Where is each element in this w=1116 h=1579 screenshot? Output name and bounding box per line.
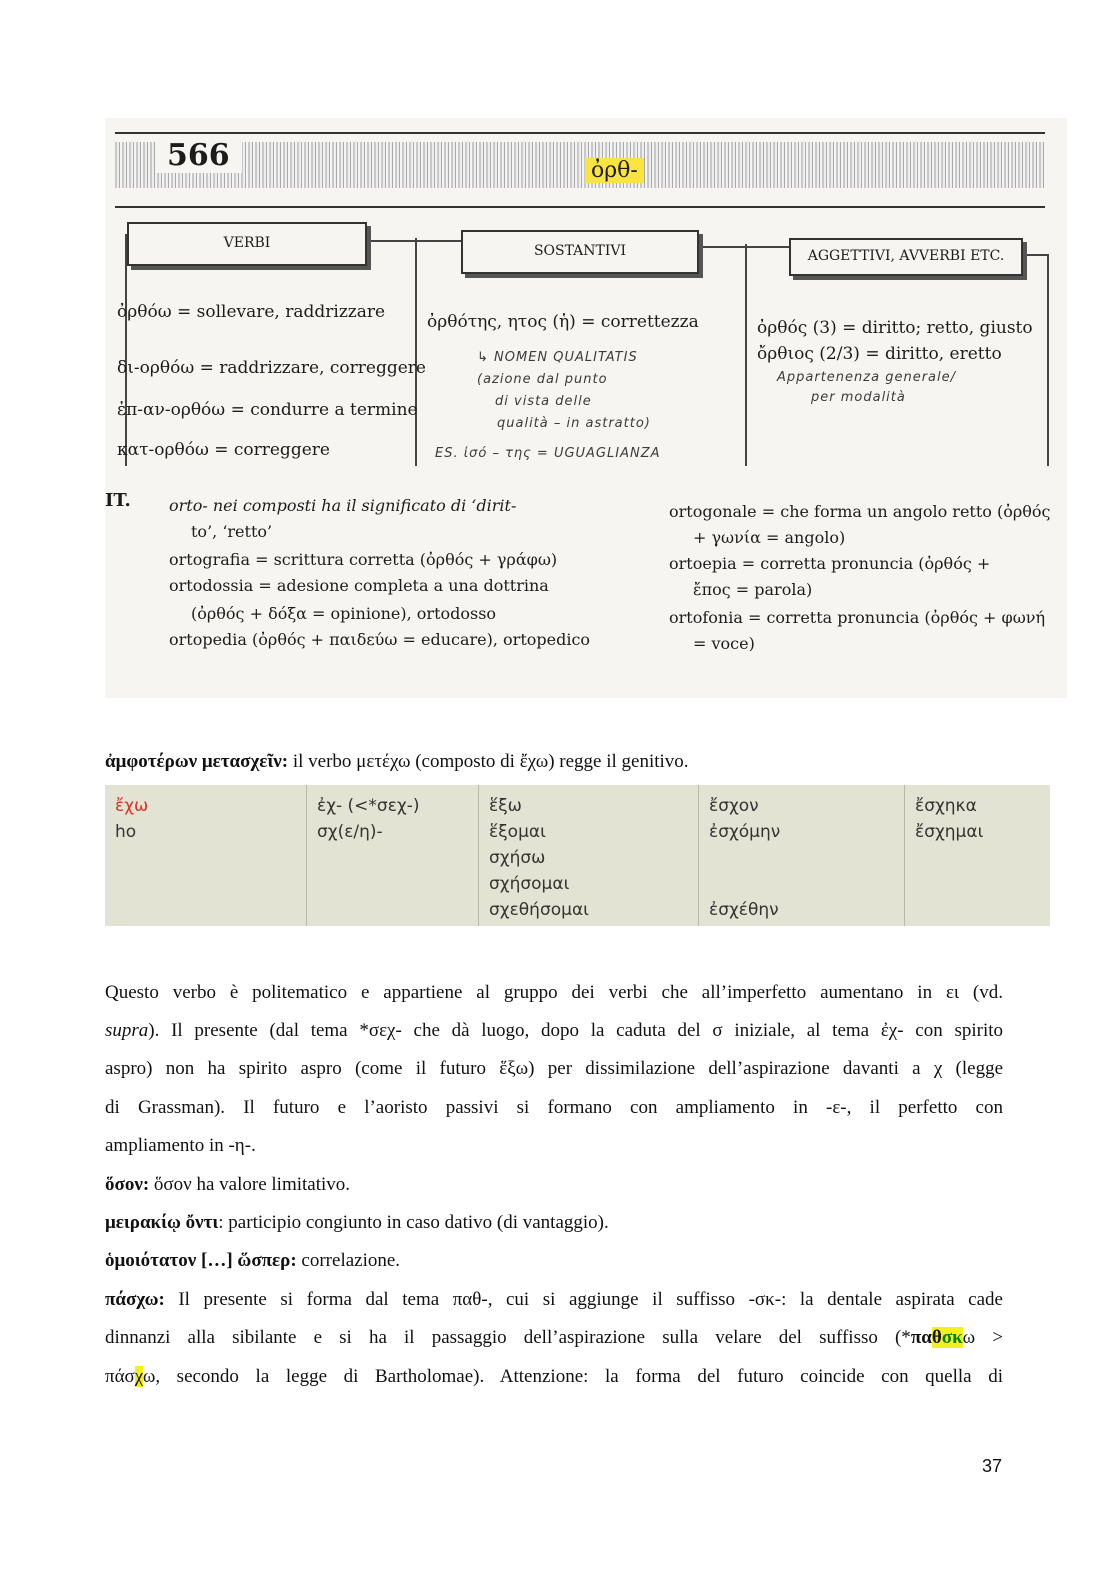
commentary-line: Questo verbo è politematico e appartiene al gruppo dei verbi che all’imperfetto aumentano in ει (vd. <box>105 982 1003 1003</box>
it-derivative-line: ortopedia (ὀρθός + παιδεύω = educare), ortopedico <box>169 630 591 649</box>
lemma: μειρακίῳ ὄντι <box>105 1212 219 1233</box>
it-derivative-line: to’, ‘retto’ <box>191 522 273 541</box>
header-sostantivi: SOSTANTIVI <box>461 230 699 274</box>
col-connector <box>1025 254 1047 256</box>
it-derivative-line: ortogonale = che forma un angolo retto (ὀρθός <box>669 502 1051 521</box>
col-divider <box>125 234 127 466</box>
note-pascho-line3: πάσχω, secondo la legge di Bartholomae). Attenzione: la forma del futuro coincide con quella di <box>105 1366 1003 1387</box>
handwritten-note: per modalità <box>811 390 906 405</box>
lemma: ἀμφοτέρων μετασχεῖν: <box>105 751 289 772</box>
lemma: ὁμοιότατον […] ὥσπερ: <box>105 1250 297 1271</box>
table-value: ἐσχέθην <box>709 900 779 920</box>
table-value: ἔσχον <box>709 796 759 816</box>
handwritten-note: qualità – in astratto) <box>497 416 651 431</box>
intro-line <box>105 750 1003 774</box>
it-derivative-line: ortofonia = corretta pronuncia (ὀρθός + φωνή <box>669 608 1046 627</box>
table-value: σχ(ε/η)- <box>317 822 383 842</box>
col-divider <box>745 244 747 466</box>
table-value <box>709 871 896 897</box>
it-derivative-line: ἔπος = parola) <box>693 580 813 599</box>
col-connector <box>369 240 461 242</box>
verbi-item: κατ-ορθόω = correggere <box>117 440 330 460</box>
note-meirakio: μειρακίῳ ὄντι: participio congiunto in caso dativo (di vantaggio). <box>105 1212 609 1233</box>
intro-text: il verbo μετέχω (composto di ἔχω) regge il genitivo. <box>288 751 689 772</box>
handwritten-note: ES. ἰσό – της = UGUAGLIANZA <box>435 446 661 461</box>
aggettivi-item: ὄρθιος (2/3) = diritto, eretto <box>757 344 1002 364</box>
it-derivative-line: (ὀρθός + δόξα = opinione), ortodosso <box>191 604 497 623</box>
verb-principal-parts-table <box>105 785 1050 926</box>
commentary-line: supra). Il presente (dal tema *σεχ- che dà luogo, dopo la caduta del σ iniziale, al tema ἐχ- con spirito <box>105 1020 1003 1041</box>
note-oson: ὅσον: ὅσον ha valore limitativo. <box>105 1174 351 1195</box>
highlighted-form: σκ <box>941 1327 963 1348</box>
verbi-item: ἐπ-αν-ορθόω = condurre a termine <box>117 400 418 420</box>
table-value: ἕξω <box>489 796 522 816</box>
header-verbi: VERBI <box>127 222 367 266</box>
note-homoiotaton: ὁμοιότατον […] ὥσπερ: correlazione. <box>105 1250 401 1271</box>
lemma: ὅσον: <box>105 1174 150 1195</box>
table-cell-future <box>479 785 699 926</box>
note-pascho-line2: dinnanzi alla sibilante e si ha il passaggio dell’aspirazione sulla velare del suffisso (*παθσκω > <box>105 1327 1003 1348</box>
table-cell-aorist <box>699 785 905 926</box>
table-value: ἔχω <box>115 796 149 816</box>
table-value: ἔσχημαι <box>915 822 984 842</box>
verbi-item: δι-ορθόω = raddrizzare, correggere <box>117 358 426 378</box>
it-derivative-line: orto- nei composti ha il significato di ‘dirit- <box>169 496 517 515</box>
col-connector <box>701 246 789 248</box>
highlighted-form: πα <box>910 1327 932 1348</box>
table-value: ἐσχόμην <box>709 822 781 842</box>
table-cell-present <box>105 785 307 926</box>
entry-number: 566 <box>155 138 242 173</box>
it-derivative-line: = voce) <box>693 634 755 653</box>
table-value: ho <box>115 822 137 842</box>
commentary-line: aspro) non ha spirito aspro (come il futuro ἕξω) per dissimilazione dell’aspirazione davanti a χ (legge <box>105 1058 1003 1079</box>
it-derivative-line: + γωνία = angolo) <box>693 528 846 547</box>
note-pascho: πάσχω: Il presente si forma dal tema παθ-, cui si aggiunge il suffisso -σκ-: la dentale aspirata cade <box>105 1289 1003 1310</box>
handwritten-note: ↳ NOMEN QUALITATIS <box>477 350 638 365</box>
handwritten-note: (azione dal punto <box>477 372 608 387</box>
aggettivi-item: ὀρθός (3) = diritto; retto, giusto <box>757 318 1033 338</box>
table-cell-perfect <box>905 785 1050 926</box>
rule-bottom <box>115 206 1045 208</box>
italic-word: supra <box>105 1020 149 1041</box>
table-value: σχεθήσομαι <box>489 900 589 920</box>
table-value <box>709 845 896 871</box>
table-value: ἕξομαι <box>489 822 546 842</box>
italian-label: IT. <box>105 490 131 511</box>
highlighted-form: θ <box>931 1327 942 1348</box>
table-value: σχήσομαι <box>489 874 570 894</box>
root-label: ὀρθ- <box>585 158 644 183</box>
it-derivative-line: ortografia = scrittura corretta (ὀρθός + γράφω) <box>169 550 558 569</box>
table-cell-stems <box>307 785 479 926</box>
header-aggettivi: AGGETTIVI, AVVERBI ETC. <box>789 238 1023 276</box>
it-derivative-line: ortodossia = adesione completa a una dottrina <box>169 576 549 595</box>
commentary-line: ampliamento in -η-. <box>105 1135 256 1156</box>
header-hatch-bar <box>115 142 1045 188</box>
table-value: ἐχ- (<*σεχ-) <box>317 796 420 816</box>
lemma: πάσχω: <box>105 1289 165 1310</box>
highlighted-form: χ <box>134 1366 143 1387</box>
col-divider <box>415 238 417 466</box>
page-number: 37 <box>982 1456 1003 1476</box>
dictionary-scan <box>105 118 1067 698</box>
handwritten-note: di vista delle <box>495 394 592 409</box>
it-derivative-line: ortoepia = corretta pronuncia (ὀρθός + <box>669 554 991 573</box>
sostantivi-item: ὀρθότης, ητος (ἡ) = correttezza <box>427 312 699 332</box>
verbi-item: ὀρθόω = sollevare, raddrizzare <box>117 302 386 322</box>
col-divider <box>1047 254 1049 466</box>
table-value: ἔσχηκα <box>915 796 977 816</box>
table-value: σχήσω <box>489 848 546 868</box>
commentary-line: di Grassman). Il futuro e l’aoristo passivi si formano con ampliamento in -ε-, il perfetto con <box>105 1097 1003 1118</box>
rule-top <box>115 132 1045 134</box>
handwritten-note: Appartenenza generale/ <box>777 370 956 385</box>
